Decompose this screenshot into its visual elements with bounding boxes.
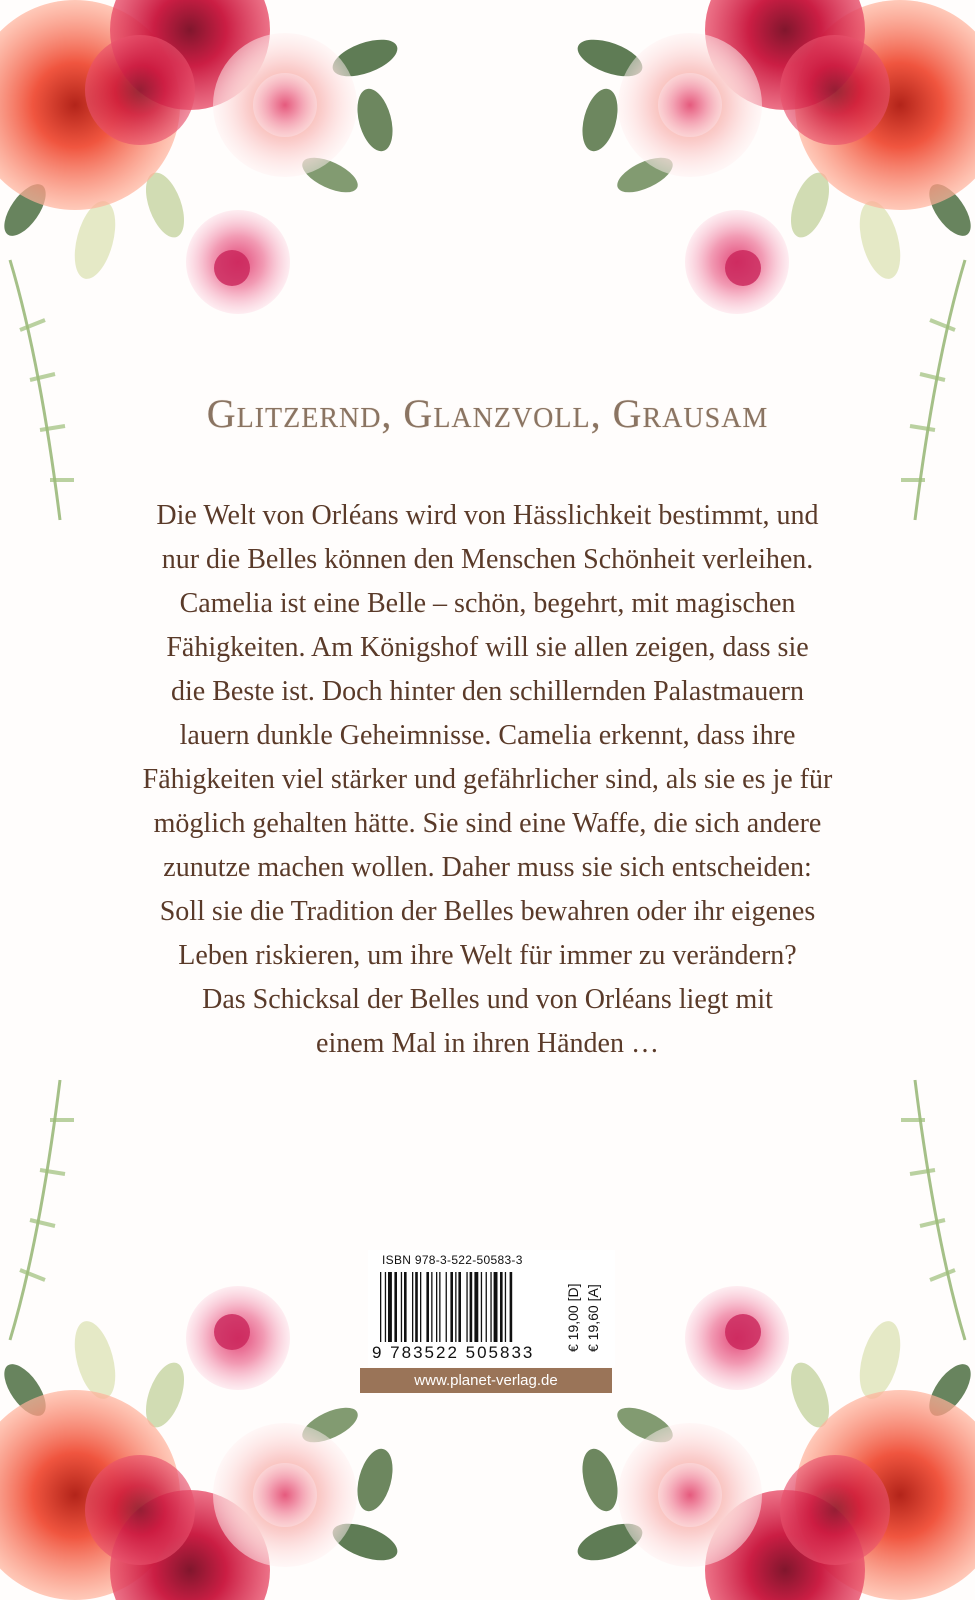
blurb-line: Fähigkeiten viel stärker und gefährlicher sind, als sie es je für (142, 764, 833, 795)
rose-cluster-top-left (0, 0, 402, 520)
blurb-line: lauern dunkle Geheimnisse. Camelia erkennt, dass ihre (179, 720, 796, 751)
price-austria: € 19,60 [A] (585, 1284, 601, 1352)
blurb-line: einem Mal in ihren Händen … (316, 1028, 659, 1059)
blurb-line: möglich gehalten hätte. Sie sind eine Waffe, die sich andere (153, 808, 822, 839)
price-germany: € 19,00 [D] (565, 1283, 581, 1352)
blurb-line: Das Schicksal der Belles und von Orléans liegt mit (202, 984, 773, 1015)
blurb-line: zunutze machen wollen. Daher muss sie sich entscheiden: (163, 852, 812, 883)
blurb-line: nur die Belles können den Menschen Schönheit verleihen. (161, 544, 814, 575)
isbn-barcode-box (368, 1250, 615, 1367)
blurb-line: die Beste ist. Doch hinter den schillernden Palastmauern (171, 676, 804, 707)
publisher-website: www.planet-verlag.de (414, 1372, 558, 1389)
isbn-number: ISBN 978-3-522-50583-3 (382, 1253, 523, 1267)
blurb-line: Die Welt von Orléans wird von Hässlichkeit bestimmt, und (156, 500, 819, 531)
blurb-line: Soll sie die Tradition der Belles bewahren oder ihr eigenes (159, 896, 816, 927)
price-block (565, 1252, 609, 1362)
barcode-bars (378, 1272, 558, 1350)
blurb-text (120, 494, 855, 1066)
publisher-website-bar (360, 1368, 612, 1393)
blurb-line: Camelia ist eine Belle – schön, begehrt, mit magischen (179, 588, 796, 619)
blurb-line: Fähigkeiten. Am Königshof will sie allen zeigen, dass sie (166, 632, 809, 663)
blurb-line: Leben riskieren, um ihre Welt für immer zu verändern? (178, 940, 797, 971)
barcode-digits: 9 783522 505833 (372, 1343, 535, 1362)
headline: Glitzernd, Glanzvoll, Grausam (206, 391, 769, 436)
